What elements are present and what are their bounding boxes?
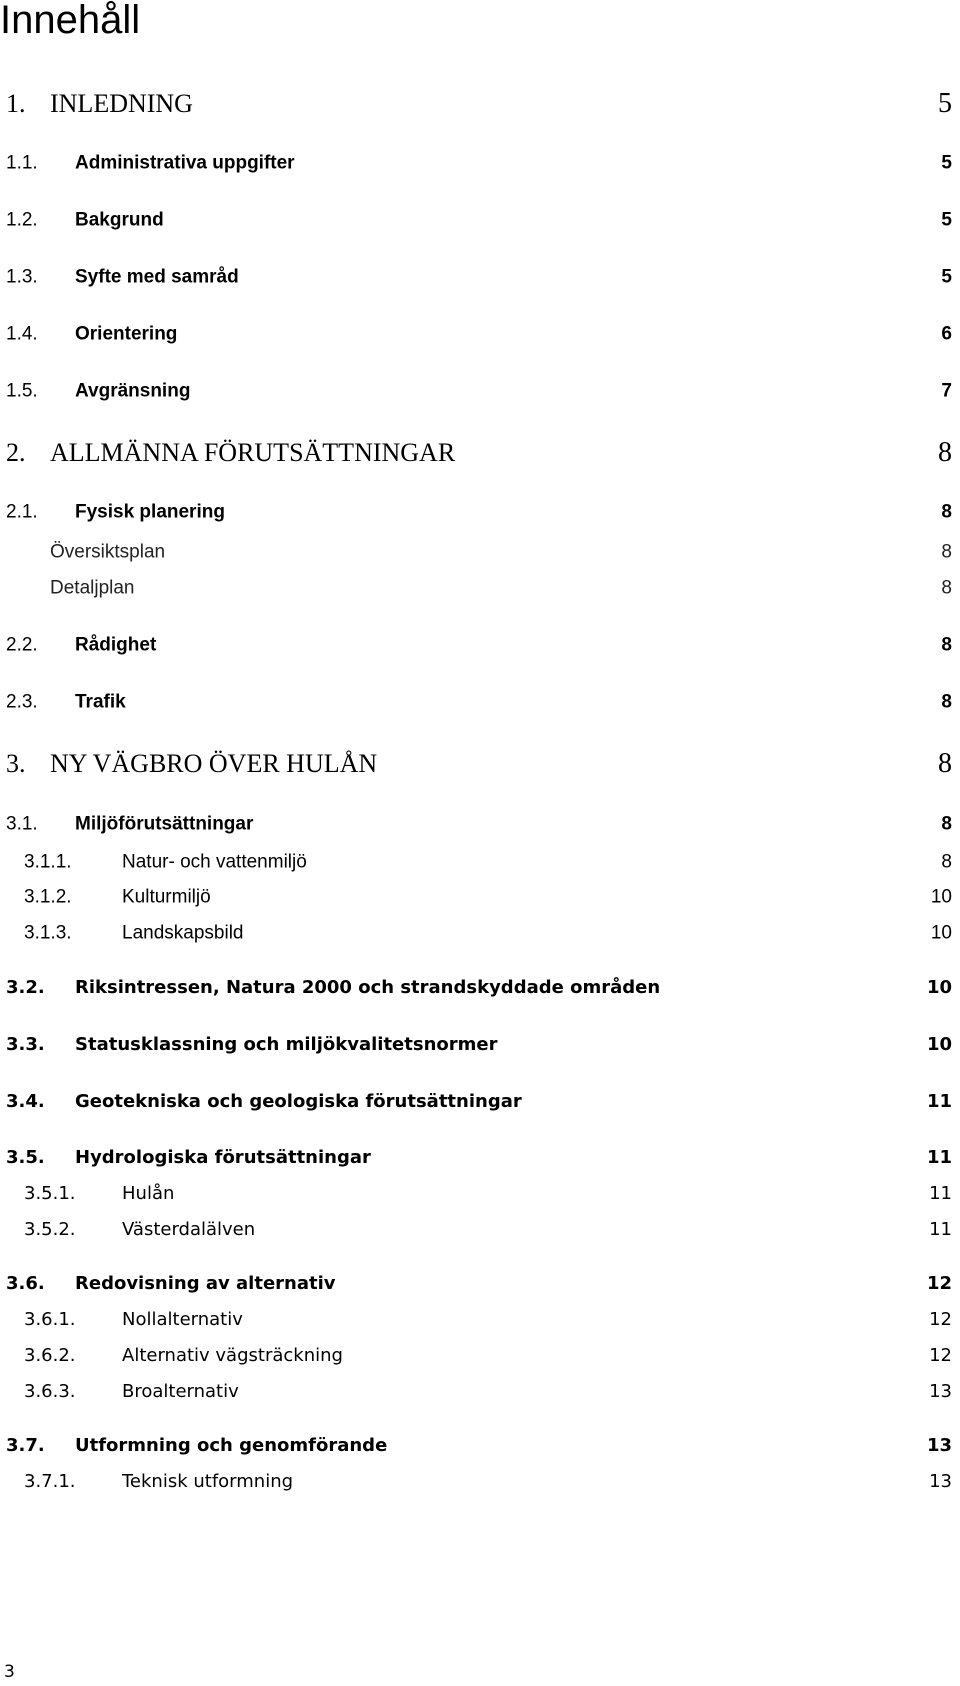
toc-number: 1.2. xyxy=(6,209,38,231)
toc-entry[interactable] xyxy=(0,1210,960,1250)
toc-label: Administrativa uppgifter xyxy=(75,152,295,174)
toc-page: 8 xyxy=(941,851,952,873)
toc-label: Detaljplan xyxy=(50,577,135,599)
toc-number: 3.4. xyxy=(6,1091,45,1112)
toc-label: Västerdalälven xyxy=(122,1219,256,1240)
toc-number: 2.1. xyxy=(6,501,38,523)
toc-page: 10 xyxy=(926,1034,952,1055)
toc-page: 12 xyxy=(929,1345,952,1366)
toc-page: 13 xyxy=(929,1471,952,1492)
toc-label: Statusklassning och miljökvalitetsnormer xyxy=(75,1034,498,1055)
toc-heading-1[interactable] xyxy=(0,84,960,124)
toc-page: 12 xyxy=(929,1309,952,1330)
toc-page: 11 xyxy=(926,1147,952,1168)
toc-label: Orientering xyxy=(75,323,178,345)
toc-page: 13 xyxy=(929,1381,952,1402)
toc-label: Broalternativ xyxy=(122,1381,239,1402)
toc-page: 5 xyxy=(938,88,952,119)
toc-label: Redovisning av alternativ xyxy=(75,1273,336,1294)
toc-number: 3.5.1. xyxy=(24,1183,76,1204)
toc-heading-3[interactable] xyxy=(0,744,960,784)
toc-entry[interactable] xyxy=(0,968,960,1008)
toc-entry[interactable] xyxy=(0,682,960,722)
toc-label: Miljöförutsättningar xyxy=(75,813,254,835)
toc-label: Teknisk utformning xyxy=(122,1471,294,1492)
toc-label: Bakgrund xyxy=(75,209,164,231)
toc-number: 3.6.3. xyxy=(24,1381,76,1402)
toc-entry[interactable] xyxy=(0,842,960,882)
toc-label: Hulån xyxy=(122,1183,175,1204)
toc-number: 3.3. xyxy=(6,1034,45,1055)
toc-entry[interactable] xyxy=(0,1138,960,1178)
toc-entry[interactable] xyxy=(0,1174,960,1214)
toc-page: 11 xyxy=(929,1219,952,1240)
toc-number: 3.1.3. xyxy=(24,922,72,944)
toc-entry[interactable] xyxy=(0,568,960,608)
toc-page: 8 xyxy=(941,691,952,713)
toc-number: 3.1. xyxy=(6,813,38,835)
page-title: Innehåll xyxy=(0,0,141,42)
toc-page: 11 xyxy=(929,1183,952,1204)
toc-number: 3.6. xyxy=(6,1273,45,1294)
toc-entry[interactable] xyxy=(0,1336,960,1376)
toc-entry[interactable] xyxy=(0,1462,960,1502)
toc-label: Kulturmiljö xyxy=(122,886,211,908)
toc-label: Landskapsbild xyxy=(122,922,244,944)
toc-entry[interactable] xyxy=(0,913,960,953)
toc-entry[interactable] xyxy=(0,143,960,183)
toc-label: Rådighet xyxy=(75,634,157,656)
toc-label: Utformning och genomförande xyxy=(75,1435,388,1456)
toc-entry[interactable] xyxy=(0,314,960,354)
toc-entry[interactable] xyxy=(0,1264,960,1304)
toc-label: Riksintressen, Natura 2000 och strandskyddade områden xyxy=(75,977,661,998)
toc-page: 10 xyxy=(930,886,952,908)
toc-page: 8 xyxy=(941,577,952,599)
toc-number: 2.3. xyxy=(6,691,38,713)
toc-page: 5 xyxy=(941,266,952,288)
toc-label: Avgränsning xyxy=(75,380,191,402)
toc-number: 3.7. xyxy=(6,1435,45,1456)
toc-page: 7 xyxy=(941,380,952,402)
toc-label: Översiktsplan xyxy=(50,541,166,563)
toc-entry[interactable] xyxy=(0,1372,960,1412)
toc-label: Natur- och vattenmiljö xyxy=(122,851,307,873)
toc-label: ALLMÄNNA FÖRUTSÄTTNINGAR xyxy=(50,438,456,467)
toc-page: 8 xyxy=(941,501,952,523)
toc-entry[interactable] xyxy=(0,532,960,572)
toc-number: 3.5. xyxy=(6,1147,45,1168)
toc-number: 3.6.2. xyxy=(24,1345,76,1366)
toc-label: Fysisk planering xyxy=(75,501,225,523)
toc-page: 8 xyxy=(938,437,952,468)
toc-heading-2[interactable] xyxy=(0,433,960,473)
toc-label: Trafik xyxy=(75,691,126,713)
toc-entry[interactable] xyxy=(0,492,960,532)
toc-page: 8 xyxy=(938,748,952,779)
toc-number: 3.1.2. xyxy=(24,886,72,908)
toc-label: NY VÄGBRO ÖVER HULÅN xyxy=(50,749,378,778)
toc-entry[interactable] xyxy=(0,257,960,297)
toc-entry[interactable] xyxy=(0,625,960,665)
toc-label: Hydrologiska förutsättningar xyxy=(75,1147,371,1168)
toc-number: 1.3. xyxy=(6,266,38,288)
toc-number: 1.1. xyxy=(6,152,38,174)
toc-label: Geotekniska och geologiska förutsättningar xyxy=(75,1091,522,1112)
toc-entry[interactable] xyxy=(0,1426,960,1466)
toc-page: 8 xyxy=(941,541,952,563)
toc-number: 1. xyxy=(6,89,26,118)
toc-number: 3.7.1. xyxy=(24,1471,76,1492)
toc-entry[interactable] xyxy=(0,200,960,240)
toc-page: 5 xyxy=(941,209,952,231)
toc-label: Alternativ vägsträckning xyxy=(122,1345,343,1366)
toc-label: Nollalternativ xyxy=(122,1309,243,1330)
toc-page: 8 xyxy=(941,634,952,656)
toc-page: 6 xyxy=(941,323,952,345)
toc-number: 3.5.2. xyxy=(24,1219,76,1240)
toc-entry[interactable] xyxy=(0,877,960,917)
toc-entry[interactable] xyxy=(0,1025,960,1065)
footer-page-number: 3 xyxy=(4,1662,15,1682)
toc-number: 3. xyxy=(6,749,26,778)
toc-page: 13 xyxy=(926,1435,952,1456)
toc-number: 1.4. xyxy=(6,323,38,345)
toc-number: 3.1.1. xyxy=(24,851,72,873)
toc-entry[interactable] xyxy=(0,1082,960,1122)
toc-number: 1.5. xyxy=(6,380,38,402)
toc-number: 3.2. xyxy=(6,977,45,998)
toc-entry[interactable] xyxy=(0,804,960,844)
toc-page: 12 xyxy=(926,1273,952,1294)
toc-label: Syfte med samråd xyxy=(75,266,239,288)
toc-entry[interactable] xyxy=(0,1300,960,1340)
toc-entry[interactable] xyxy=(0,371,960,411)
toc-label: INLEDNING xyxy=(50,89,193,118)
toc-page: 11 xyxy=(926,1091,952,1112)
toc-page: 10 xyxy=(926,977,952,998)
toc-page: 8 xyxy=(941,813,952,835)
toc-number: 2. xyxy=(6,438,26,467)
toc-number: 3.6.1. xyxy=(24,1309,76,1330)
toc-page: 10 xyxy=(930,922,952,944)
toc-page: 5 xyxy=(941,152,952,174)
toc-number: 2.2. xyxy=(6,634,38,656)
